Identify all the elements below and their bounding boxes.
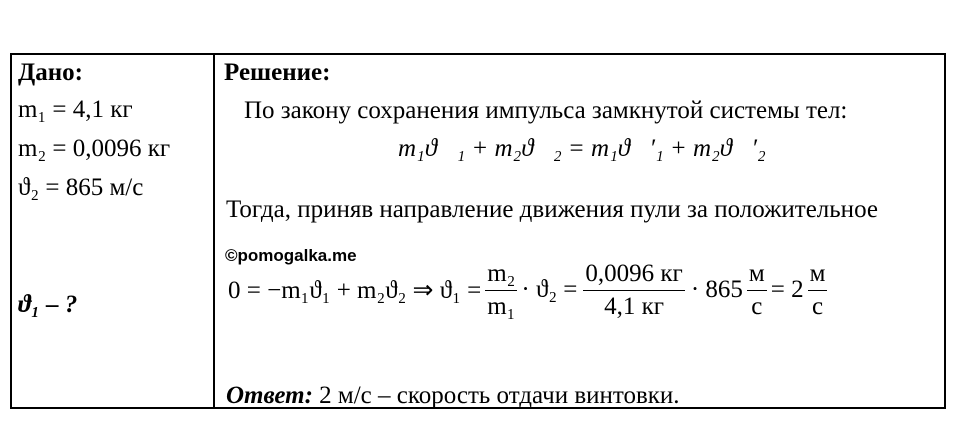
fraction-mass-ratio-den: m₁ [487, 292, 516, 320]
watermark-text: ©pomogalka.me [225, 246, 357, 265]
answer-line [226, 381, 680, 411]
fraction-unit-2-den: с [811, 292, 824, 320]
column-divider [213, 53, 215, 409]
answer-text: 2 м/с – скорость отдачи винтовки. [312, 382, 680, 409]
fraction-values-num: 0,0096 кг [583, 260, 684, 291]
fraction-unit-2 [808, 260, 828, 321]
velocity-calculation [228, 258, 831, 322]
fraction-unit-1-num: м [747, 260, 767, 291]
fraction-unit-1-den: с [751, 292, 763, 320]
given-mass-1: m₁ = 4,1 кг [18, 96, 133, 123]
fraction-mass-ratio-num: m₂ [485, 260, 517, 291]
direction-text: Тогда, приняв направление движения пули за положительное [226, 196, 878, 223]
solution-header: Решение: [224, 59, 331, 86]
unknown-quantity: ϑ₁ – ? [18, 291, 78, 318]
fraction-values-den: 4,1 кг [604, 292, 665, 320]
fraction-unit-1 [747, 260, 767, 321]
conservation-law-text: По закону сохранения импульса замкнутой системы тел: [244, 97, 848, 124]
fraction-values [583, 260, 684, 321]
answer-label: Ответ: [226, 382, 313, 409]
calc-mid-3: = 2 [770, 276, 804, 303]
fraction-unit-2-num: м [808, 260, 828, 291]
given-header: Дано: [18, 59, 83, 86]
calc-left: 0 = −m₁ϑ₁ + m₂ϑ₂ ⇒ ϑ₁ = [228, 277, 482, 304]
fraction-mass-ratio [485, 260, 517, 321]
given-velocity-2: ϑ₂ = 865 м/с [18, 174, 144, 201]
given-mass-2: m₂ = 0,0096 кг [18, 135, 171, 162]
momentum-equation: m₁ϑ⃗₁ + m₂ϑ⃗₂ = m₁ϑ⃗′₁ + m₂ϑ⃗′₂ [398, 135, 766, 162]
calc-mid-1: · ϑ₂ = [521, 276, 578, 303]
calc-mid-2: · 865 [690, 276, 743, 303]
